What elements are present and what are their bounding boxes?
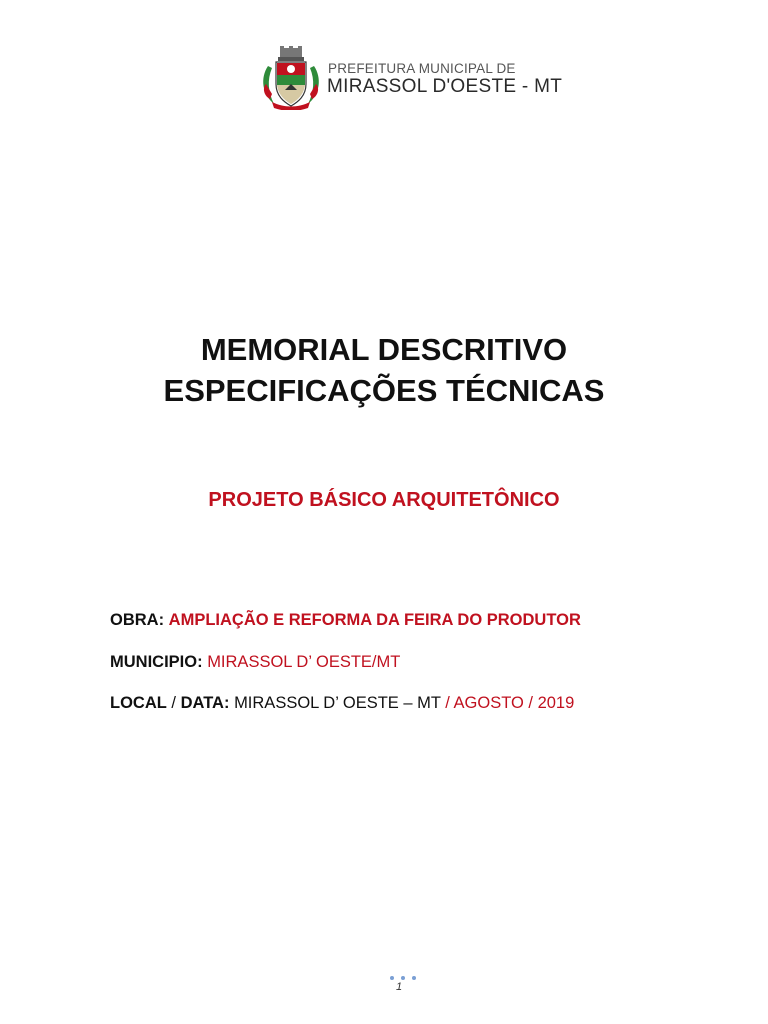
obra-label: OBRA:: [110, 611, 165, 629]
date-month: AGOSTO: [453, 694, 524, 712]
org-name-line1: PREFEITURA MUNICIPAL DE: [328, 61, 516, 76]
document-title-line2: ESPECIFICAÇÕES TÉCNICAS: [163, 373, 605, 408]
municipal-coat-of-arms-icon: [258, 44, 324, 110]
obra-value: AMPLIAÇÃO E REFORMA DA FEIRA DO PRODUTOR: [168, 611, 581, 629]
page-number: 1: [396, 981, 403, 993]
local-value: MIRASSOL D’ OESTE – MT: [234, 694, 441, 712]
date-year: 2019: [537, 694, 575, 712]
separator: /: [166, 694, 181, 712]
municipio-value: MIRASSOL D’ OESTE/MT: [207, 653, 401, 671]
local-data-row: [110, 694, 574, 713]
separator: /: [523, 694, 538, 712]
separator: /: [440, 694, 454, 712]
data-label: DATA:: [180, 694, 230, 712]
org-name-line2: MIRASSOL D'OESTE - MT: [327, 76, 563, 97]
local-label: LOCAL: [110, 694, 167, 712]
municipio-label: MUNICIPIO:: [110, 653, 203, 671]
document-header: [258, 44, 563, 110]
obra-row: [110, 611, 581, 630]
municipio-row: [110, 653, 400, 672]
document-title-line1: MEMORIAL DESCRITIVO: [200, 332, 568, 367]
document-subtitle: PROJETO BÁSICO ARQUITETÔNICO: [208, 489, 560, 511]
footer-dots-icon: [388, 975, 418, 981]
